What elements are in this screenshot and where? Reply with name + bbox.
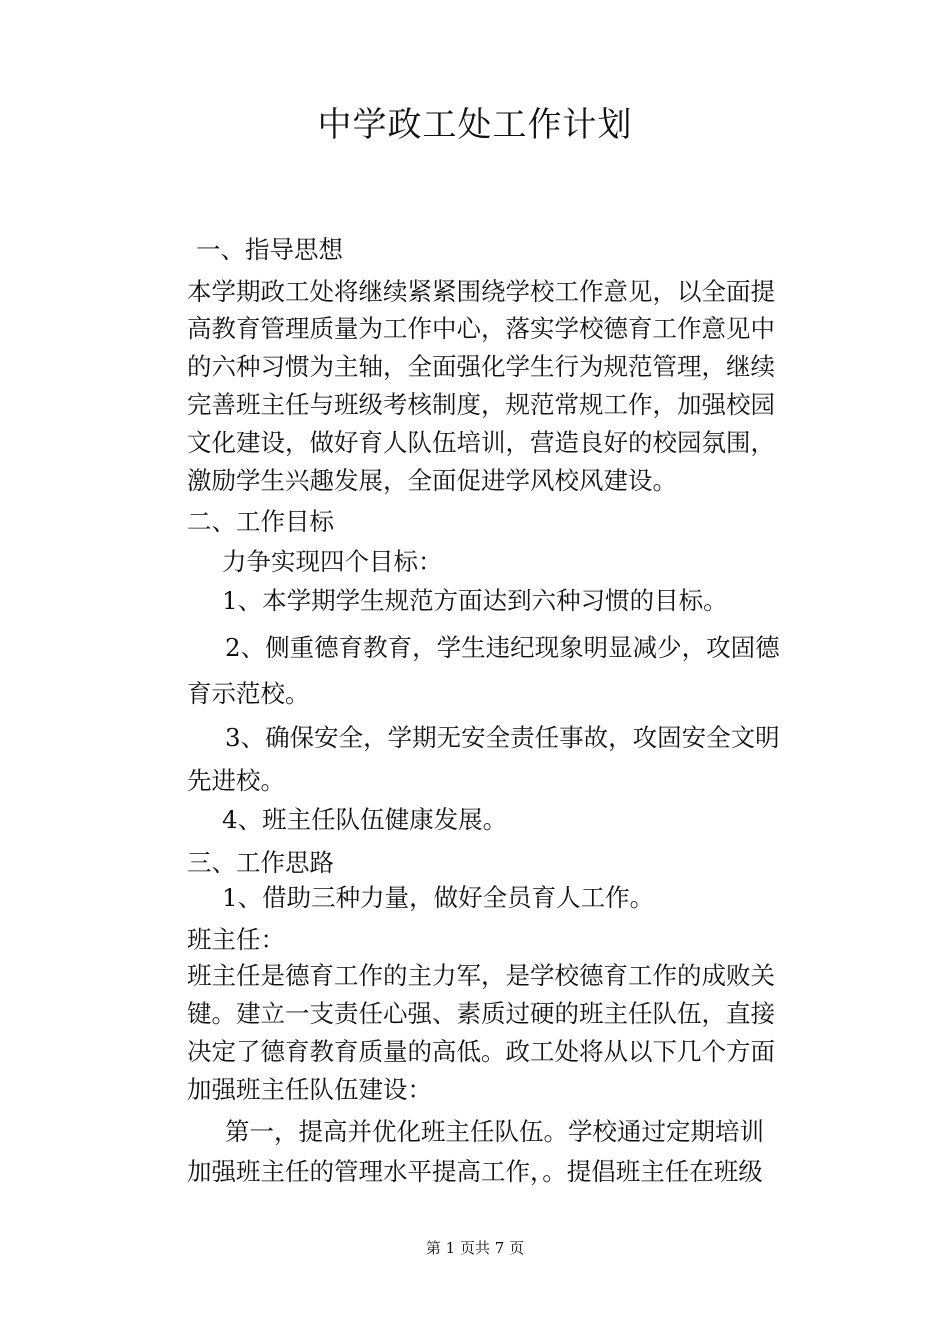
paragraph-line: 加强班主任队伍建设：	[187, 1075, 432, 1104]
paragraph-line: 完善班主任与班级考核制度，规范常规工作，加强校园	[187, 390, 775, 419]
section-heading-2: 二、工作目标	[187, 507, 334, 536]
list-item: 1、本学期学生规范方面达到六种习惯的目标。	[222, 586, 728, 615]
paragraph-line: 力争实现四个目标：	[222, 547, 443, 576]
paragraph-line: 本学期政工处将继续紧紧围绕学校工作意见，以全面提	[187, 277, 775, 306]
list-item: 4、班主任队伍健康发展。	[222, 805, 508, 834]
list-item: 1、借助三种力量，做好全员育人工作。	[222, 883, 655, 912]
paragraph-line: 第一，提高并优化班主任队伍。学校通过定期培训	[225, 1117, 764, 1146]
sub-heading: 班主任：	[187, 925, 285, 954]
paragraph-line: 的六种习惯为主轴，全面强化学生行为规范管理，继续	[187, 352, 775, 381]
page-number-footer: 第 1 页共 7 页	[425, 1239, 525, 1257]
section-heading-1: 一、指导思想	[196, 235, 343, 264]
paragraph-line: 激励学生兴趣发展，全面促进学风校风建设。	[187, 466, 677, 495]
paragraph-line: 班主任是德育工作的主力军，是学校德育工作的成败关	[187, 961, 775, 990]
list-item-continuation: 先进校。	[187, 766, 285, 795]
list-item-continuation: 育示范校。	[187, 679, 310, 708]
paragraph-line: 决定了德育教育质量的高低。政工处将从以下几个方面	[187, 1037, 775, 1066]
list-item: 2、侧重德育教育，学生违纪现象明显减少，攻固德	[225, 633, 780, 662]
list-item: 3、确保安全，学期无安全责任事故，攻固安全文明	[225, 723, 780, 752]
paragraph-line: 键。建立一支责任心强、素质过硬的班主任队伍，直接	[187, 999, 775, 1028]
document-title: 中学政工处工作计划	[317, 105, 633, 145]
section-heading-3: 三、工作思路	[187, 848, 334, 877]
paragraph-line: 加强班主任的管理水平提高工作，。提倡班主任在班级	[187, 1157, 763, 1186]
paragraph-line: 高教育管理质量为工作中心，落实学校德育工作意见中	[187, 314, 775, 343]
paragraph-line: 文化建设，做好育人队伍培训，营造良好的校园氛围，	[187, 428, 775, 457]
